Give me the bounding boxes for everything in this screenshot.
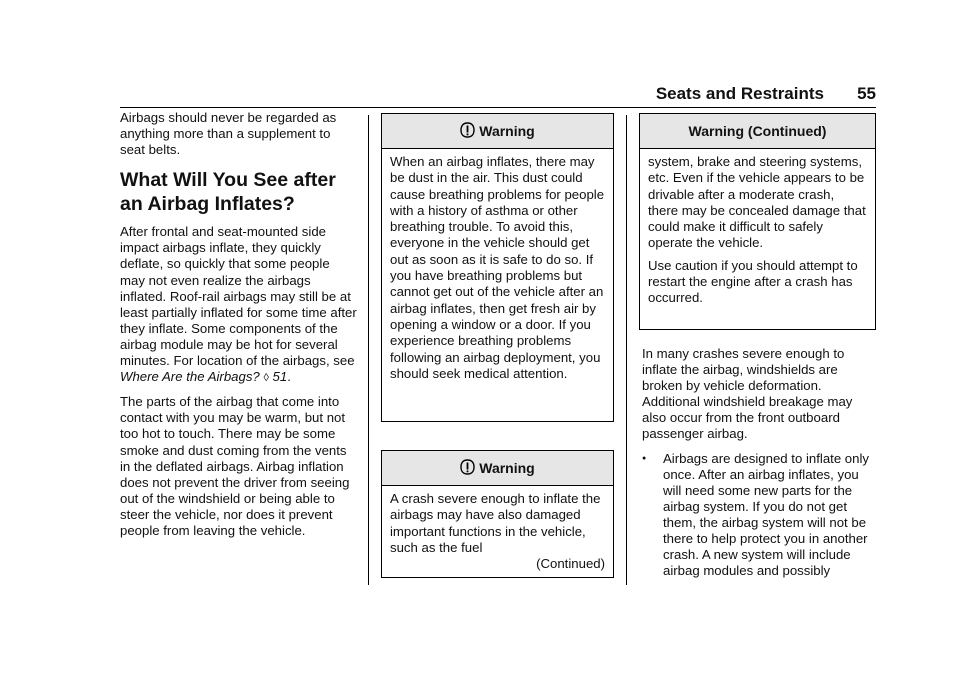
warning-body [640, 149, 875, 307]
intro-paragraph: Airbags should never be regarded as anything more than a supplement to seat belts. [120, 110, 337, 158]
warning-box [381, 450, 614, 578]
list-item-text: Airbags are designed to inflate only once. After an airbag inflates, you will need some new parts for the airbag system. If you do not get them, the airbag system will not be there to help protect you in another crash. A new system will include airbag modules and possibly [663, 450, 870, 579]
column-divider [368, 115, 369, 585]
page-ref-symbol: ◊ [263, 372, 269, 385]
warning-text: A crash severe enough to inflate the airbags may have also damaged important functions in the vehicle, such as the fuel [390, 491, 601, 555]
warning-box-continued [639, 113, 876, 330]
page-number: 55 [857, 84, 876, 103]
body-paragraph: The parts of the airbag that come into contact with you may be warm, but not too hot to touch. There may be some smoke and dust coming from the vents in the deflated airbags. Airbag inflation does not prevent the driver from seeing out of the windshield or being able to steer the vehicle, nor does it prevent people from leaving the vehicle. [120, 394, 350, 538]
body-paragraph: In many crashes severe enough to inflate the airbag, windshields are broken by vehicle deformation. Additional windshield breakage may also occur from the front outboard passenger airbag. [642, 346, 853, 442]
warning-text: When an airbag inflates, there may be dust in the air. This dust could cause breathing problems for people with a history of asthma or other breathing trouble. To avoid this, everyone in the vehicle should get out as soon as it is safe to do so. If you have breathing problems but cannot get out of the vehicle after an airbag inflates, then get fresh air by opening a window or a door. If you experience breathing problems following an airbag deployment, you should seek medical attention. [390, 154, 605, 381]
column-divider [626, 115, 627, 585]
header-rule [120, 107, 876, 108]
warning-title: Warning (Continued) [688, 123, 827, 139]
warning-title: Warning [479, 123, 535, 139]
warning-title: Warning [479, 460, 535, 476]
warning-icon [460, 459, 475, 475]
warning-header [640, 114, 875, 149]
warning-header [382, 114, 613, 149]
warning-header [382, 451, 613, 486]
warning-text: system, brake and steering systems, etc. Even if the vehicle appears to be drivable after a moderate crash, there may be concealed damage that could make it difficult to safely operate the vehicle. [648, 154, 866, 251]
warning-body [382, 149, 613, 382]
continued-label: (Continued) [536, 556, 605, 572]
warning-icon [460, 122, 475, 138]
section-title: Seats and Restraints [655, 84, 824, 103]
paragraph-end: . [287, 369, 291, 385]
warning-box [381, 113, 614, 422]
warning-text: Use caution if you should attempt to restart the engine after a crash has occurred. [648, 257, 858, 306]
paragraph-text: After frontal and seat-mounted side impact airbags inflate, they quickly deflate, so quickly that some people may not even realize the airbags inflated. Roof-rail airbags may still be at least partially inflated for some time after they inflate. Some components of the airbag module may be hot for several minutes. For location of the airbags, see [120, 224, 357, 369]
column-right [642, 346, 876, 579]
list-item [642, 451, 876, 580]
section-heading: What Will You See after an Airbag Inflates? [120, 169, 336, 216]
body-paragraph [120, 224, 358, 386]
bullet-marker: ● [642, 454, 647, 462]
column-left [120, 110, 358, 547]
warning-body [382, 486, 613, 556]
cross-reference-link[interactable]: Where Are the Airbags? [120, 369, 260, 385]
page-ref-number[interactable]: 51 [272, 369, 288, 385]
page-header [620, 84, 876, 108]
